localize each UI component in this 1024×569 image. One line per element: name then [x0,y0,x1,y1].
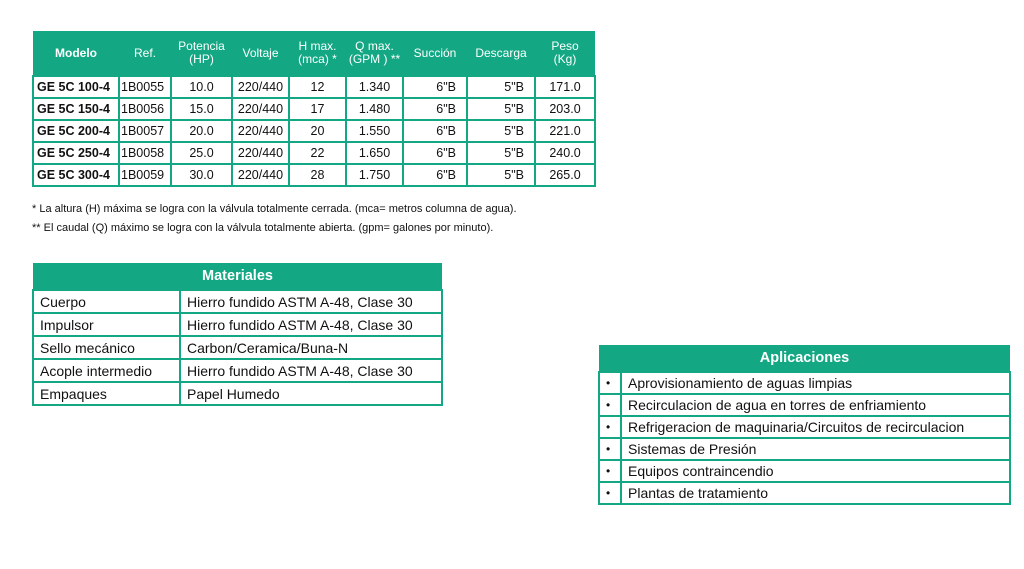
materiales-title: Materiales [33,263,442,290]
cell-modelo: GE 5C 150-4 [33,98,119,120]
header-ref: Ref. [119,31,171,76]
cell-hmax: 28 [289,164,346,186]
cell-hmax: 12 [289,76,346,98]
material-part: Sello mecánico [33,336,180,359]
cell-voltaje: 220/440 [232,98,289,120]
material-value: Carbon/Ceramica/Buna-N [180,336,442,359]
table-row [33,98,595,120]
table-row [33,382,442,405]
cell-qmax: 1.340 [346,76,403,98]
cell-descarga: 5"B [467,142,535,164]
cell-voltaje: 220/440 [232,142,289,164]
aplicaciones-table [598,345,1011,505]
cell-potencia: 25.0 [171,142,232,164]
footnote-caudal: ** El caudal (Q) máximo se logra con la válvula totalmente abierta. (gpm= galones por minuto). [32,222,494,234]
cell-succion: 6"B [403,142,467,164]
header-qmax [346,31,403,76]
header-potencia-line1: Potencia [178,39,225,53]
material-value: Hierro fundido ASTM A-48, Clase 30 [180,313,442,336]
header-succion: Succión [403,31,467,76]
cell-voltaje: 220/440 [232,120,289,142]
cell-hmax: 17 [289,98,346,120]
header-peso-line2: (Kg) [553,52,577,66]
cell-qmax: 1.550 [346,120,403,142]
cell-qmax: 1.480 [346,98,403,120]
cell-succion: 6"B [403,164,467,186]
bullet-icon: • [599,460,621,482]
cell-voltaje: 220/440 [232,76,289,98]
list-item [599,416,1010,438]
material-part: Acople intermedio [33,359,180,382]
material-part: Impulsor [33,313,180,336]
material-part: Cuerpo [33,290,180,313]
cell-succion: 6"B [403,76,467,98]
header-potencia-line2: (HP) [189,52,214,66]
materiales-table [32,263,443,406]
cell-hmax: 22 [289,142,346,164]
cell-peso: 203.0 [535,98,595,120]
material-part: Empaques [33,382,180,405]
cell-modelo: GE 5C 200-4 [33,120,119,142]
header-qmax-line2: (GPM ) ** [348,52,401,66]
header-potencia [171,31,232,76]
header-peso-line1: Peso [551,39,579,53]
cell-peso: 221.0 [535,120,595,142]
cell-potencia: 30.0 [171,164,232,186]
cell-ref: 1B0057 [119,120,171,142]
header-modelo: Modelo [33,31,119,76]
table-row [33,120,595,142]
cell-peso: 240.0 [535,142,595,164]
cell-hmax: 20 [289,120,346,142]
aplicacion-text: Sistemas de Presión [621,438,1010,460]
cell-voltaje: 220/440 [232,164,289,186]
cell-potencia: 20.0 [171,120,232,142]
list-item [599,438,1010,460]
aplicacion-text: Recirculacion de agua en torres de enfriamiento [621,394,1010,416]
cell-ref: 1B0055 [119,76,171,98]
material-value: Papel Humedo [180,382,442,405]
aplicacion-text: Plantas de tratamiento [621,482,1010,504]
cell-succion: 6"B [403,98,467,120]
material-value: Hierro fundido ASTM A-48, Clase 30 [180,359,442,382]
cell-modelo: GE 5C 300-4 [33,164,119,186]
table-row [33,142,595,164]
header-hmax-line1: H max. [298,39,337,53]
bullet-icon: • [599,438,621,460]
table-row [33,313,442,336]
cell-peso: 171.0 [535,76,595,98]
aplicaciones-title: Aplicaciones [599,345,1010,372]
cell-ref: 1B0056 [119,98,171,120]
specs-header-row [33,31,595,76]
cell-potencia: 15.0 [171,98,232,120]
cell-ref: 1B0058 [119,142,171,164]
list-item [599,394,1010,416]
cell-modelo: GE 5C 100-4 [33,76,119,98]
list-item [599,460,1010,482]
aplicacion-text: Refrigeracion de maquinaria/Circuitos de recirculacion [621,416,1010,438]
cell-succion: 6"B [403,120,467,142]
bullet-icon: • [599,482,621,504]
header-voltaje: Voltaje [232,31,289,76]
header-descarga: Descarga [467,31,535,76]
cell-potencia: 10.0 [171,76,232,98]
footnote-altura: * La altura (H) máxima se logra con la válvula totalmente cerrada. (mca= metros columna de agua). [32,203,517,215]
cell-modelo: GE 5C 250-4 [33,142,119,164]
cell-qmax: 1.750 [346,164,403,186]
cell-descarga: 5"B [467,98,535,120]
header-peso [535,31,595,76]
material-value: Hierro fundido ASTM A-48, Clase 30 [180,290,442,313]
aplicacion-text: Aprovisionamiento de aguas limpias [621,372,1010,394]
cell-descarga: 5"B [467,164,535,186]
table-row [33,290,442,313]
cell-descarga: 5"B [467,120,535,142]
header-hmax-line2: (mca) * [298,52,337,66]
bullet-icon: • [599,372,621,394]
cell-ref: 1B0059 [119,164,171,186]
bullet-icon: • [599,416,621,438]
cell-descarga: 5"B [467,76,535,98]
table-row [33,336,442,359]
specs-table [32,31,596,187]
table-row [33,164,595,186]
cell-peso: 265.0 [535,164,595,186]
aplicacion-text: Equipos contraincendio [621,460,1010,482]
table-row [33,76,595,98]
list-item [599,372,1010,394]
bullet-icon: • [599,394,621,416]
footnotes [32,200,517,238]
header-hmax [289,31,346,76]
table-row [33,359,442,382]
cell-qmax: 1.650 [346,142,403,164]
list-item [599,482,1010,504]
header-qmax-line1: Q max. [355,39,394,53]
